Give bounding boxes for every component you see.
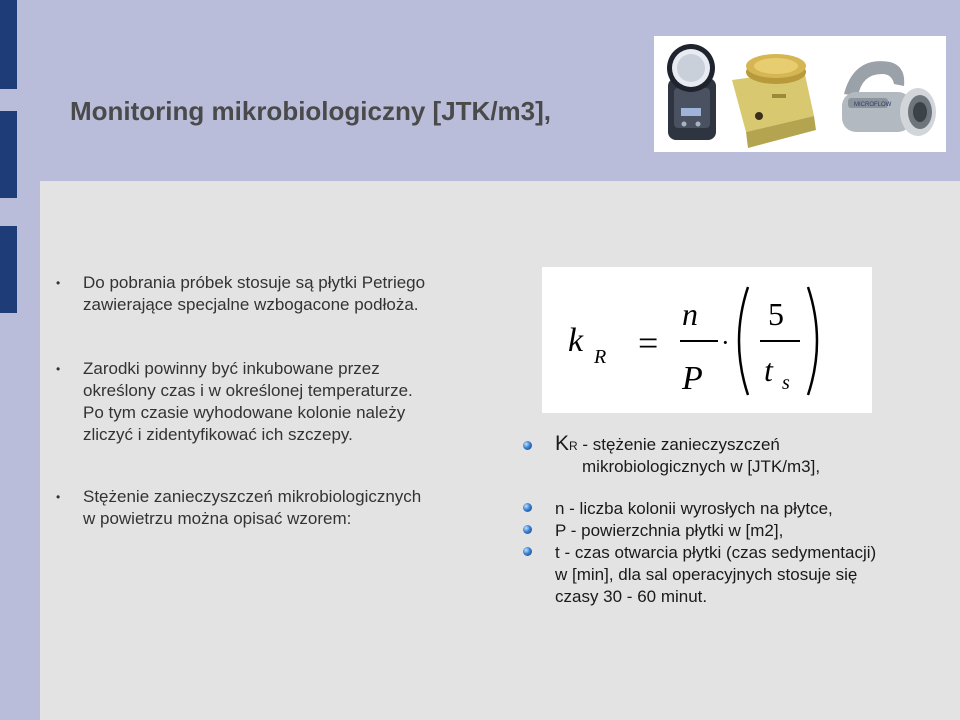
- content-panel: [40, 181, 960, 720]
- bullet-line: Po tym czasie wyhodowane kolonie należy: [83, 403, 406, 422]
- legend-t: [555, 542, 876, 608]
- bullet-petri-dishes: [56, 272, 426, 316]
- legend-kr-line-2: mikrobiologicznych w [JTK/m3],: [582, 457, 821, 476]
- bullet-line: zliczyć i zidentyfikować ich szczepy.: [83, 425, 353, 444]
- bullet-ball-icon: [523, 547, 532, 556]
- air-sampler-devices-photo: [654, 36, 946, 152]
- legend-t-line-2: w [min], dla sal operacyjnych stosuje się: [555, 565, 858, 584]
- legend-t-line-1: t - czas otwarcia płytki (czas sedymentacji): [555, 543, 877, 562]
- legend-n: n - liczba kolonii wyrosłych na płytce,: [555, 499, 833, 518]
- formula-k-sub: R: [594, 346, 607, 368]
- bullet-incubation: [56, 358, 413, 446]
- bullet-line: określony czas i w określonej temperaturze.: [83, 381, 413, 400]
- legend-kr: [555, 431, 780, 459]
- formula-denominator-p: P: [682, 360, 703, 397]
- bullet-line: Stężenie zanieczyszczeń mikrobiologicznych: [83, 487, 422, 506]
- legend-kr-sub: R: [569, 439, 578, 453]
- bullet-concentration: [56, 486, 422, 530]
- formula-t: t: [764, 352, 773, 388]
- left-accent-bar-bottom: [0, 226, 17, 313]
- bullet-line: zawierające specjalne wzbogacone podłoża.: [83, 295, 419, 314]
- legend-kr-letter: K: [555, 432, 570, 455]
- legend-t-line-3: czasy 30 - 60 minut.: [555, 587, 708, 606]
- formula-equals: =: [638, 323, 659, 363]
- legend-kr-text: - stężenie zanieczyszczeń: [577, 435, 780, 454]
- legend-p: P - powierzchnia płytki w [m2],: [555, 521, 784, 540]
- formula-dot: ·: [721, 328, 730, 357]
- slide-title: Monitoring mikrobiologiczny [JTK/m3],: [70, 96, 551, 126]
- right-parenthesis: [808, 287, 817, 395]
- bullet-ball-icon: [523, 503, 532, 512]
- bullet-ball-icon: [523, 525, 532, 534]
- device-brand-label: MICROFLOW: [854, 102, 892, 108]
- bullet-dot-icon: •: [56, 362, 61, 376]
- formula-five: 5: [768, 296, 784, 332]
- bullet-line: Do pobrania próbek stosuje są płytki Petriego: [83, 273, 426, 292]
- bullet-dot-icon: •: [56, 276, 61, 290]
- formula-numerator-n: n: [682, 296, 698, 332]
- left-accent-bar-top: [0, 0, 17, 89]
- bullet-ball-icon: [523, 441, 532, 450]
- bullet-dot-icon: •: [56, 490, 61, 504]
- formula-t-sub: s: [782, 372, 790, 394]
- bullet-line: w powietrzu można opisać wzorem:: [83, 509, 352, 528]
- formula-image: [542, 267, 872, 413]
- formula-k: k: [568, 322, 584, 359]
- left-accent-bar-middle: [0, 111, 17, 198]
- left-parenthesis: [739, 287, 748, 395]
- bullet-line: Zarodki powinny być inkubowane przez: [83, 359, 380, 378]
